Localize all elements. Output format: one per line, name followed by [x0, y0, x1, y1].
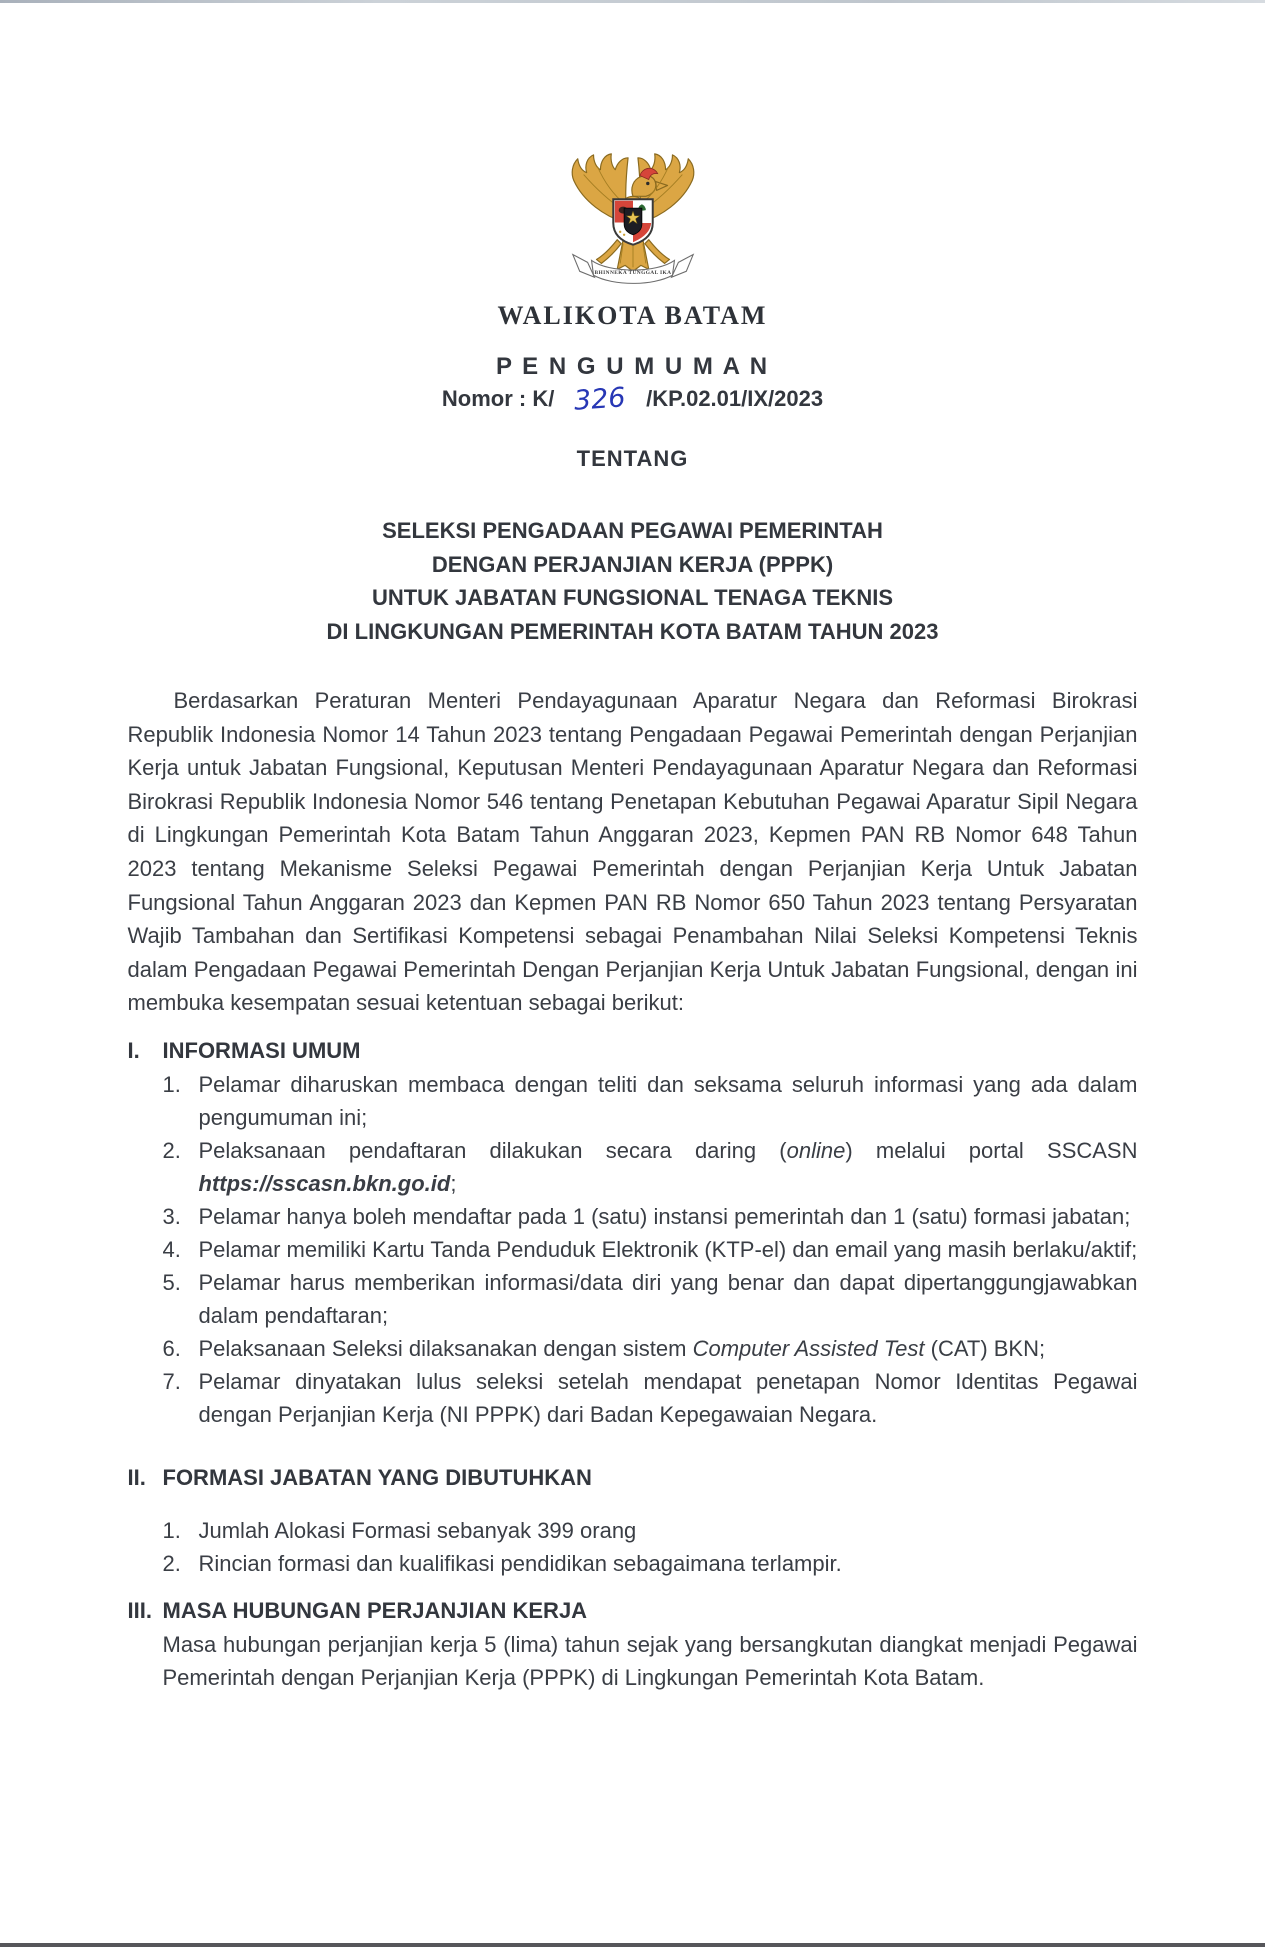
item-text-part: Pelaksanaan Seleksi dilaksanakan dengan sistem: [198, 1335, 693, 1361]
item-text: [199, 1332, 1138, 1365]
section-numeral: III.: [127, 1598, 152, 1624]
item-number: 2.: [162, 1551, 181, 1577]
item-number: 1.: [162, 1518, 181, 1544]
tentang-label: TENTANG: [576, 446, 689, 471]
section-formasi-jabatan: [128, 1461, 1138, 1581]
item-text: Pelamar hanya boleh mendaftar pada 1 (satu) instansi pemerintah dan 1 (satu) formasi jabatan;: [198, 1203, 1131, 1229]
item-text: Pelamar harus memberikan informasi/data diri yang benar dan dapat dipertanggungjawabkan dalam pendaftaran;: [198, 1269, 1138, 1328]
list-item: [163, 1068, 1138, 1134]
item-text-italic: online: [786, 1137, 846, 1163]
subject-line: DI LINGKUNGAN PEMERINTAH KOTA BATAM TAHUN 2023: [326, 618, 939, 644]
list-item: [163, 1365, 1138, 1431]
section-title: MASA HUBUNGAN PERJANJIAN KERJA: [162, 1598, 588, 1624]
list-item: [163, 1134, 1138, 1200]
list-item: [163, 1332, 1138, 1365]
item-text-italic: Computer Assisted Test: [692, 1335, 925, 1361]
item-text-part: (CAT) BKN;: [924, 1335, 1046, 1361]
emblem-motto-text: BHINNEKA TUNGGAL IKA: [594, 270, 671, 277]
list-item: [163, 1200, 1138, 1233]
section-body-paragraph: Masa hubungan perjanjian kerja 5 (lima) tahun sejak yang bersangkutan diangkat menjadi Pegawai Pemerintah dengan Perjanjian Kerja (PPPK) di Lingkungan Pemerintah Kota Batam.: [162, 1631, 1138, 1691]
garuda-pancasila-emblem: [554, 145, 712, 293]
preamble-paragraph: Berdasarkan Peraturan Menteri Pendayagunaan Aparatur Negara dan Reformasi Birokrasi Republik Indonesia Nomor 14 Tahun 2023 tentang Pengadaan Pegawai Pemerintah dengan Perjanjian Kerja untuk Jabatan Fungsional, Keputusan Menteri Pendayagunaan Aparatur Negara dan Reformasi Birokrasi Republik Indonesia Nomor 546 tentang Penetapan Kebutuhan Pegawai Aparatur Sipil Negara di Lingkungan Pemerintah Kota Batam Tahun Anggaran 2023, Kepmen PAN RB Nomor 648 Tahun 2023 tentang Mekanisme Seleksi Pegawai Pemerintah dengan Perjanjian Kerja Untuk Jabatan Fungsional Tahun Anggaran 2023 dan Kepmen PAN RB Nomor 650 Tahun 2023 tentang Persyaratan Wajib Tambahan dan Sertifikasi Kompetensi sebagai Penambahan Nilai Seleksi Kompetensi Teknis dalam Pengadaan Pegawai Pemerintah Dengan Perjanjian Kerja Untuk Jabatan Fungsional, dengan ini membuka kesempatan sesuai ketentuan sebagai berikut:: [127, 688, 1138, 1016]
subject-line: UNTUK JABATAN FUNGSIONAL TENAGA TEKNIS: [371, 585, 894, 610]
subject-line: DENGAN PERJANJIAN KERJA (PPPK): [431, 551, 834, 577]
item-text-part: Pelaksanaan pendaftaran dilakukan secara daring (: [198, 1137, 787, 1163]
item-number: 7.: [162, 1368, 181, 1394]
section-masa-hubungan: [128, 1594, 1138, 1695]
org-title: WALIKOTA BATAM: [497, 301, 768, 330]
portal-url: https://sscasn.bkn.go.id: [198, 1170, 451, 1196]
item-text: [199, 1134, 1138, 1200]
nomor-handwritten-number: 326: [573, 382, 627, 417]
document-header: [0, 0, 1265, 648]
announcement-title: P E N G U M U M A N: [495, 353, 770, 380]
nomor-rest: /KP.02.01/IX/2023: [646, 386, 824, 411]
item-number: 4.: [162, 1236, 181, 1262]
item-number: 1.: [162, 1071, 181, 1097]
list-item: [163, 1547, 1138, 1580]
section-informasi-umum: [128, 1034, 1138, 1431]
item-text-part: ) melalui portal SSCASN: [845, 1137, 1138, 1163]
section-heading: [128, 1034, 1138, 1068]
subject-line: SELEKSI PENGADAAN PEGAWAI PEMERINTAH: [382, 518, 883, 543]
scan-edge-top: [0, 0, 1265, 3]
item-text: Pelamar diharuskan membaca dengan teliti dan seksama seluruh informasi yang ada dalam pengumuman ini;: [198, 1071, 1138, 1130]
section-numeral: I.: [127, 1037, 140, 1063]
subject-title: [0, 514, 1265, 648]
item-number: 5.: [162, 1269, 181, 1295]
item-text: Rincian formasi dan kualifikasi pendidikan sebagaimana terlampir.: [198, 1551, 842, 1577]
section-numeral: II.: [127, 1464, 146, 1490]
item-text: Pelamar memiliki Kartu Tanda Penduduk Elektronik (KTP-el) dan email yang masih berlaku/aktif;: [198, 1236, 1138, 1262]
list-item: [163, 1266, 1138, 1332]
section-heading: [128, 1461, 1138, 1495]
section-title: INFORMASI UMUM: [162, 1037, 361, 1063]
item-text: Jumlah Alokasi Formasi sebanyak 399 orang: [198, 1518, 637, 1544]
section-heading: [128, 1594, 1138, 1628]
item-number: 3.: [162, 1203, 181, 1229]
item-number: 6.: [162, 1335, 181, 1361]
list-item: [163, 1233, 1138, 1266]
document-number-line: [0, 381, 1265, 416]
nomor-label: Nomor : K/: [441, 386, 555, 411]
item-text: Pelamar dinyatakan lulus seleksi setelah mendapat penetapan Nomor Identitas Pegawai dengan Perjanjian Kerja (NI PPPK) dari Badan Kepegawaian Negara.: [198, 1368, 1138, 1427]
item-number: 2.: [162, 1137, 181, 1163]
document-body: [128, 684, 1138, 1695]
item-text-part: ;: [450, 1170, 457, 1196]
scan-edge-bottom: [0, 1943, 1265, 1947]
informasi-umum-list: [163, 1068, 1138, 1431]
list-item: [163, 1514, 1138, 1547]
section-title: FORMASI JABATAN YANG DIBUTUHKAN: [162, 1464, 592, 1490]
formasi-jabatan-list: [163, 1514, 1138, 1580]
